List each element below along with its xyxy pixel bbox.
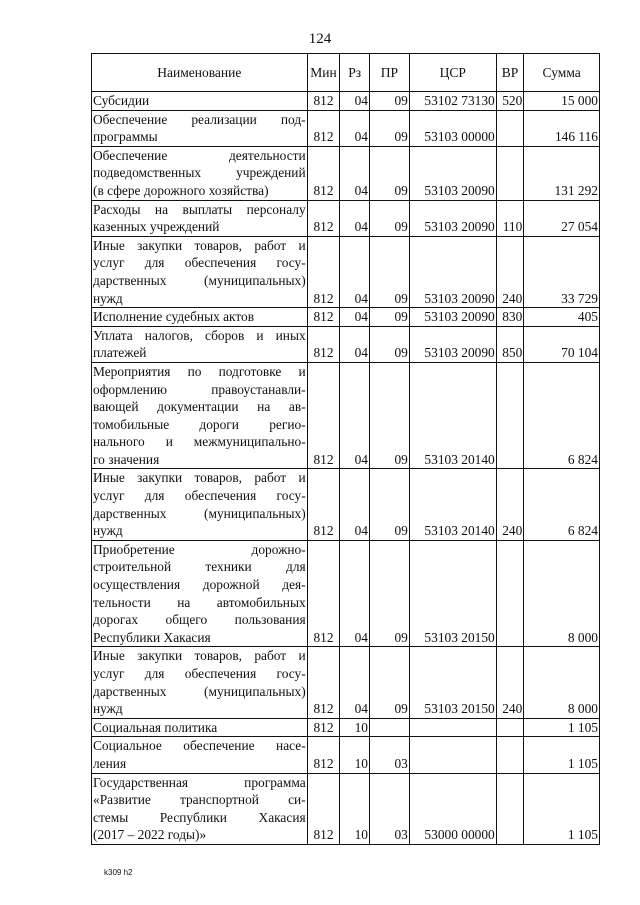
row-name-line: Уплата налогов, сборов и иных [93, 327, 306, 343]
header-name: Наименование [92, 54, 308, 92]
row-name-line: нужд [93, 290, 123, 306]
row-csr [409, 737, 496, 773]
header-pr: ПР [370, 54, 410, 92]
row-name-line: (2017 – 2022 годы)» [93, 827, 207, 843]
row-sum: 8 000 [524, 647, 600, 718]
row-csr: 53103 20090 [409, 326, 496, 362]
row-name [92, 308, 308, 327]
row-name-line: подведомственных учреждений [93, 165, 306, 181]
row-vr: 850 [496, 326, 524, 362]
row-vr [496, 773, 524, 844]
row-sum: 405 [524, 308, 600, 327]
row-pr [370, 718, 410, 737]
row-name [92, 540, 308, 647]
row-min: 812 [307, 236, 340, 307]
row-name-line: Государственная программа [93, 774, 306, 790]
row-vr: 240 [496, 236, 524, 307]
row-name-line: дарственных (муниципальных) [93, 272, 306, 288]
row-min: 812 [307, 773, 340, 844]
table-row [92, 647, 600, 718]
row-vr: 240 [496, 469, 524, 540]
row-vr: 110 [496, 200, 524, 236]
table-row [92, 110, 600, 146]
row-name-line: казенных учреждений [93, 219, 220, 235]
row-name-line: Республики Хакасия [93, 629, 211, 645]
table-row [92, 718, 600, 737]
row-rz: 04 [340, 110, 370, 146]
table-row [92, 362, 600, 469]
budget-table [91, 53, 600, 845]
table-row [92, 308, 600, 327]
row-name [92, 718, 308, 737]
row-csr: 53102 73130 [409, 92, 496, 111]
row-name-line: тельности на автомобильных [93, 594, 306, 610]
row-name-line: Мероприятия по подготовке и [93, 363, 306, 379]
row-pr: 09 [370, 200, 410, 236]
row-pr: 09 [370, 308, 410, 327]
row-name-line: дарственных (муниципальных) [93, 505, 306, 521]
row-csr: 53103 20090 [409, 200, 496, 236]
row-rz: 04 [340, 647, 370, 718]
row-min: 812 [307, 308, 340, 327]
table-row [92, 540, 600, 647]
header-csr: ЦСР [409, 54, 496, 92]
row-name-line: Социальная политика [93, 719, 218, 735]
row-name-line: оформлению правоустанавли- [93, 381, 306, 397]
row-name [92, 362, 308, 469]
page-number: 124 [308, 31, 332, 47]
row-pr: 09 [370, 326, 410, 362]
row-rz: 04 [340, 308, 370, 327]
row-pr: 09 [370, 469, 410, 540]
header-rz: Рз [340, 54, 370, 92]
row-name-line: услуг для обеспечения госу- [93, 488, 306, 504]
table-row [92, 200, 600, 236]
row-sum: 1 105 [524, 737, 600, 773]
row-name-line: ления [93, 755, 127, 771]
table-row [92, 236, 600, 307]
row-min: 812 [307, 326, 340, 362]
row-name [92, 110, 308, 146]
row-name [92, 647, 308, 718]
row-vr [496, 362, 524, 469]
row-min: 812 [307, 362, 340, 469]
row-name-line: Исполнение судебных актов [93, 309, 255, 325]
row-name-line: Обеспечение реализации под- [93, 111, 306, 127]
row-rz: 04 [340, 362, 370, 469]
row-name [92, 773, 308, 844]
row-name-line: Расходы на выплаты персоналу [93, 201, 306, 217]
row-sum: 8 000 [524, 540, 600, 647]
row-rz: 04 [340, 146, 370, 200]
row-pr: 03 [370, 773, 410, 844]
row-pr: 09 [370, 647, 410, 718]
row-min: 812 [307, 647, 340, 718]
table-row [92, 146, 600, 200]
row-name-line: нужд [93, 523, 123, 539]
row-sum: 146 116 [524, 110, 600, 146]
row-pr: 09 [370, 110, 410, 146]
row-vr: 520 [496, 92, 524, 111]
row-name-line: «Развитие транспортной си- [93, 792, 306, 808]
row-name-line: услуг для обеспечения госу- [93, 666, 306, 681]
row-sum: 131 292 [524, 146, 600, 200]
row-pr: 09 [370, 540, 410, 647]
row-name [92, 92, 308, 111]
row-name-line: томобильные дороги регио- [93, 416, 306, 432]
row-name-line: программы [93, 129, 158, 145]
row-min: 812 [307, 737, 340, 773]
row-csr [409, 718, 496, 737]
row-csr: 53103 20090 [409, 308, 496, 327]
table-header-row [92, 54, 600, 92]
row-name-line: нужд [93, 701, 123, 717]
row-csr: 53103 20090 [409, 146, 496, 200]
row-name-line: платежей [93, 345, 147, 361]
row-name-line: Социальное обеспечение насе- [93, 738, 306, 754]
row-name [92, 236, 308, 307]
row-csr: 53103 20140 [409, 362, 496, 469]
row-pr: 09 [370, 236, 410, 307]
row-pr: 09 [370, 146, 410, 200]
row-min: 812 [307, 469, 340, 540]
row-name-line: дорогах общего пользования [93, 612, 306, 628]
row-min: 812 [307, 92, 340, 111]
row-vr: 830 [496, 308, 524, 327]
row-sum: 1 105 [524, 718, 600, 737]
row-name [92, 737, 308, 773]
row-rz: 10 [340, 773, 370, 844]
row-csr: 53103 20140 [409, 469, 496, 540]
row-name-line: Обеспечение деятельности [93, 147, 306, 163]
row-csr: 53103 20090 [409, 236, 496, 307]
row-name [92, 326, 308, 362]
row-pr: 09 [370, 362, 410, 469]
row-pr: 09 [370, 92, 410, 111]
row-name-line: строительной техники для [93, 559, 306, 575]
row-name-line: услуг для обеспечения госу- [93, 255, 306, 271]
row-name-line: вающей документации на ав- [93, 399, 306, 415]
row-name [92, 469, 308, 540]
row-name-line: Иные закупки товаров, работ и [93, 470, 306, 486]
row-csr: 53103 20150 [409, 647, 496, 718]
row-rz: 04 [340, 540, 370, 647]
row-min: 812 [307, 146, 340, 200]
row-name-line: нального и межмуниципально- [93, 434, 306, 450]
header-min: Мин [307, 54, 340, 92]
row-vr [496, 540, 524, 647]
row-name-line: Субсидии [93, 93, 150, 108]
row-name-line: дарственных (муниципальных) [93, 683, 306, 699]
row-csr: 53103 00000 [409, 110, 496, 146]
header-vr: ВР [496, 54, 524, 92]
row-vr [496, 110, 524, 146]
table-row [92, 773, 600, 844]
table-body [92, 92, 600, 845]
row-vr [496, 718, 524, 737]
row-rz: 10 [340, 737, 370, 773]
row-csr: 53000 00000 [409, 773, 496, 844]
row-name-line: Приобретение дорожно- [93, 541, 306, 557]
row-vr [496, 146, 524, 200]
row-rz: 04 [340, 236, 370, 307]
row-rz: 04 [340, 200, 370, 236]
row-rz: 04 [340, 92, 370, 111]
row-name-line: Иные закупки товаров, работ и [93, 648, 306, 664]
row-min: 812 [307, 718, 340, 737]
row-name-line: Иные закупки товаров, работ и [93, 237, 306, 253]
row-rz: 10 [340, 718, 370, 737]
row-name-line: осуществления дорожной дея- [93, 577, 306, 593]
row-name-line: (в сфере дорожного хозяйства) [93, 182, 269, 198]
row-min: 812 [307, 540, 340, 647]
row-name-line: стемы Республики Хакасия [93, 809, 306, 825]
row-name [92, 146, 308, 200]
row-sum: 27 054 [524, 200, 600, 236]
footer-code: k309 h2 [104, 868, 133, 877]
row-name-line: го значения [93, 451, 160, 467]
row-vr: 240 [496, 647, 524, 718]
row-sum: 1 105 [524, 773, 600, 844]
row-rz: 04 [340, 469, 370, 540]
row-sum: 6 824 [524, 362, 600, 469]
row-rz: 04 [340, 326, 370, 362]
row-pr: 03 [370, 737, 410, 773]
row-sum: 33 729 [524, 236, 600, 307]
row-sum: 6 824 [524, 469, 600, 540]
row-min: 812 [307, 110, 340, 146]
row-csr: 53103 20150 [409, 540, 496, 647]
row-vr [496, 737, 524, 773]
row-sum: 70 104 [524, 326, 600, 362]
table-row [92, 92, 600, 111]
table-row [92, 326, 600, 362]
row-name [92, 200, 308, 236]
row-sum: 15 000 [524, 92, 600, 111]
table-row [92, 469, 600, 540]
row-min: 812 [307, 200, 340, 236]
header-sum: Сумма [524, 54, 600, 92]
table-row [92, 737, 600, 773]
